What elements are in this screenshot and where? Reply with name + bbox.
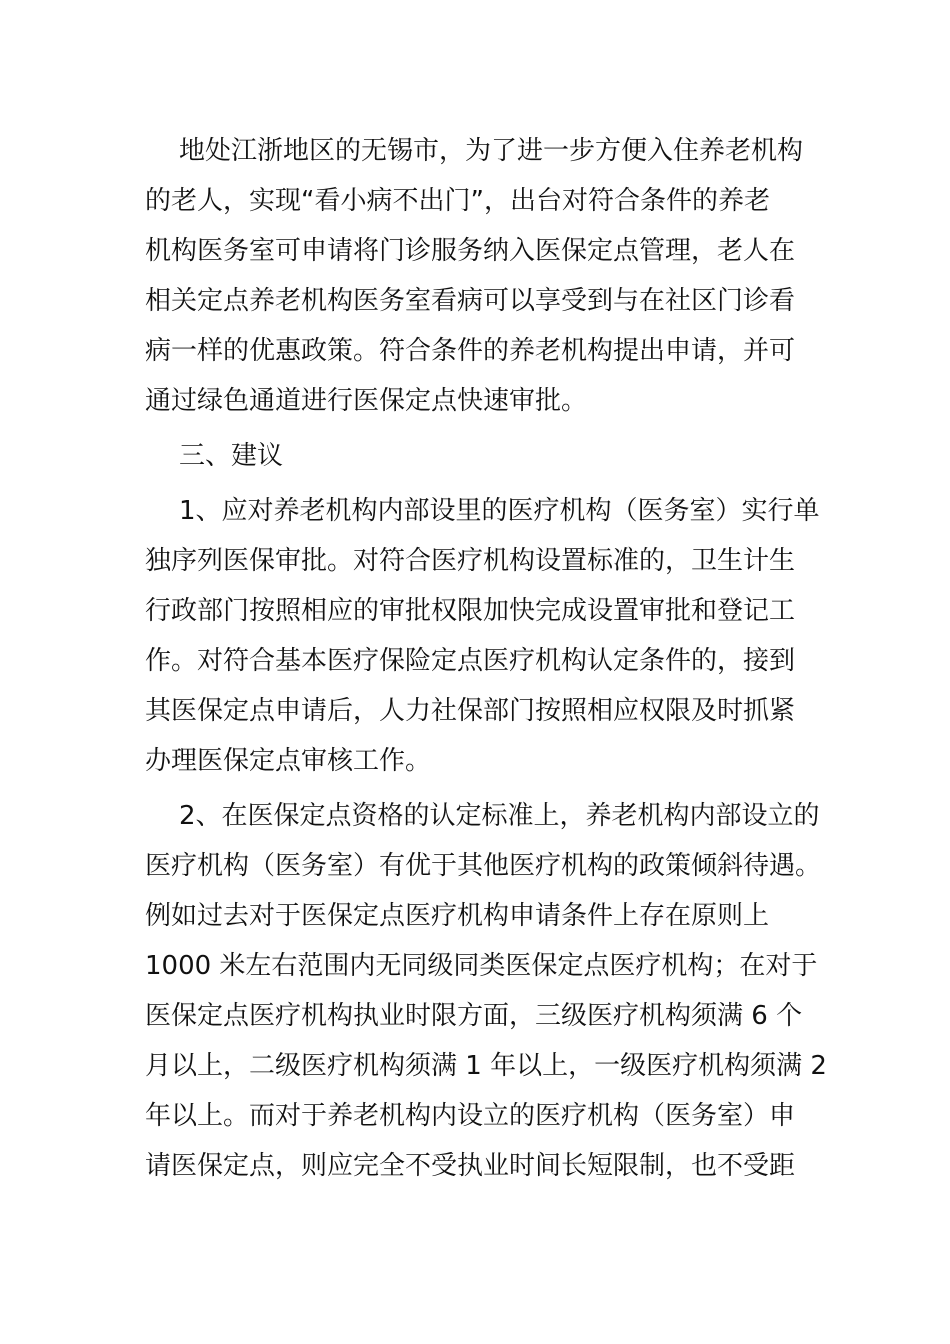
paragraph-3-line-6: 月以上，二级医疗机构须满 1 年以上，一级医疗机构须满 2 xyxy=(145,1051,827,1081)
paragraph-1-line-3: 机构医务室可申请将门诊服务纳入医保定点管理，老人在 xyxy=(145,236,796,266)
paragraph-1-line-1: 地处江浙地区的无锡市，为了进一步方便入住养老机构 xyxy=(179,136,804,166)
section-heading: 三、建议 xyxy=(179,441,284,471)
paragraph-1-line-2: 的老人，实现“看小病不出门”，出台对符合条件的养老 xyxy=(145,186,770,216)
paragraph-2-line-1: 1、应对养老机构内部设里的医疗机构（医务室）实行单 xyxy=(179,496,820,526)
paragraph-2-line-5: 其医保定点申请后，人力社保部门按照相应权限及时抓紧 xyxy=(145,696,796,726)
paragraph-3-line-3: 例如过去对于医保定点医疗机构申请条件上存在原则上 xyxy=(145,901,770,931)
paragraph-1-line-5: 病一样的优惠政策。符合条件的养老机构提出申请，并可 xyxy=(145,336,796,366)
paragraph-3-line-1: 2、在医保定点资格的认定标准上，养老机构内部设立的 xyxy=(179,801,820,831)
paragraph-3-line-4: 1000 米左右范围内无同级同类医保定点医疗机构；在对于 xyxy=(145,951,818,981)
paragraph-2-line-4: 作。对符合基本医疗保险定点医疗机构认定条件的，接到 xyxy=(145,646,796,676)
paragraph-2-line-6: 办理医保定点审核工作。 xyxy=(145,746,432,776)
paragraph-3-line-5: 医保定点医疗机构执业时限方面，三级医疗机构须满 6 个 xyxy=(145,1001,803,1031)
paragraph-2-line-2: 独序列医保审批。对符合医疗机构设置标准的，卫生计生 xyxy=(145,546,796,576)
paragraph-3-line-8: 请医保定点，则应完全不受执业时间长短限制，也不受距 xyxy=(145,1151,796,1181)
paragraph-3-line-2: 医疗机构（医务室）有优于其他医疗机构的政策倾斜待遇。 xyxy=(145,851,822,881)
paragraph-3-line-7: 年以上。而对于养老机构内设立的医疗机构（医务室）申 xyxy=(145,1101,796,1131)
paragraph-1-line-6: 通过绿色通道进行医保定点快速审批。 xyxy=(145,386,588,416)
paragraph-1-line-4: 相关定点养老机构医务室看病可以享受到与在社区门诊看 xyxy=(145,286,796,316)
paragraph-2-line-3: 行政部门按照相应的审批权限加快完成设置审批和登记工 xyxy=(145,596,796,626)
